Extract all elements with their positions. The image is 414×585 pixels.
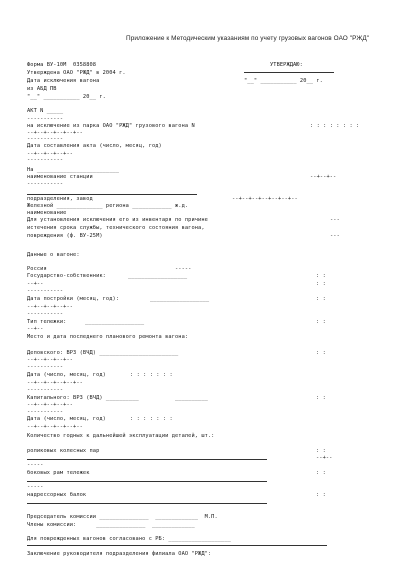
date-dmy-label: Дата (число, месяц, год) [27,416,106,422]
reason-line-3: повреждения (ф. ВУ-25М) [27,233,103,239]
repair-place-label: Место и дата последнего планового ремонта вагона: [27,334,189,340]
members-signature: Члены комиссии: _______________ _____________ [27,522,195,528]
dash-mark: --+-- [27,326,44,332]
conclusion-label: Заключение руководителя подразделения филиала ОАО "РЖД": [27,551,212,557]
road-field: Железной ______________ региона ____________ ж.д. [27,203,189,209]
bogie-frames-label: боковых рам тележек [27,470,90,476]
dash-mark: --- [330,217,340,223]
wheel-pairs-label: роликовых колесных пар [27,448,100,454]
boxes: : : [316,492,326,498]
dash-mark: ----- [27,462,44,468]
dash-row: --+--+--+--+-- [27,357,74,363]
field-line [27,194,197,195]
agreed-line: Для поврежденных вагонов согласовано с РБ: ___________________ [27,536,231,542]
reason-line-1: Для установления исключения его из инвентаря по причине [27,217,208,223]
boxes: : : [316,273,326,279]
act-date-label: Дата составления акта (число, месяц, год) [27,143,162,149]
approve-label: УТВЕРЖДАЮ: [270,62,303,68]
road-name-label: наименование [27,210,67,216]
subdivision-label: подразделения, завод [27,196,93,202]
date-boxes: : : : : : : : [130,416,173,422]
dash-row: --+--+--+--+--+-- [27,380,83,386]
dash-row: ----------- [27,364,64,370]
country-label: Россия [27,266,47,272]
boxes: : : [316,470,326,476]
document-header: Приложение к Методическим указаниям по учету грузовых вагонов ОАО "РЖД" [126,35,370,42]
bolsters-label: надрессорных балок [27,492,87,498]
dash-mark: --+-- [316,455,333,461]
dash-row: --+--+--+--+-- [27,304,74,310]
dash-row: ----------- [27,181,64,187]
dash-row: ----------- [27,387,64,393]
dash-row: --+--+--+--+-- [27,402,74,408]
capital-repair-field: Капитального: ВРЗ (ВЧД) __________ __________ [27,395,208,401]
dash-row: --+--+--+--+--+-- [27,424,83,430]
state-owned-line: __________________ [128,273,188,279]
dash-mark: ----- [175,266,192,272]
field-line [27,459,267,460]
wagon-number-boxes: : : : : : : : : [310,123,360,129]
dash-row: --+--+-- [310,174,337,180]
dash-row: --+--+--+--+-- [27,151,74,157]
depot-repair-field: Деповского: ВРЗ (ВЧД) ________________________ [27,350,179,356]
date-boxes: : : : : : : : [130,372,173,378]
dash-mark: ----- [27,484,44,490]
station-name-label: наименование станции [27,174,93,180]
state-owned-label: Государство-собственник: [27,273,106,279]
dash-mark: --+-- [27,281,44,287]
act-number: АКТ N _____ [27,108,64,114]
dash-row: --+--+--+--+--+--+-- [232,196,298,202]
bogie-type-label: Тип тележки: [27,319,67,325]
dash-row: ----------- [27,136,64,142]
built-date-label: Дата постройки (месяц, год): [27,296,120,302]
parts-count-label: Количество годных к дальнейшей эксплуатации деталей, шт.: [27,433,215,439]
signature-line [244,72,334,73]
dash-row: ----------- [27,311,64,317]
reason-line-2: истечения срока службы, технического состояния вагона, [27,225,205,231]
dash-row: ----------- [27,288,64,294]
wagon-data-title: Данные о вагоне: [27,252,80,258]
dash-row: ----------- [27,157,64,163]
date-dmy-label: Дата (число, месяц, год) [27,372,106,378]
built-date-line: __________________ [150,296,210,302]
asu-label: из АБД ПВ [27,86,57,92]
dash-row: ----------- [27,116,64,122]
form-code: Форма ВУ-10М 0358808 [27,62,97,68]
date-line-left: "__" ___________ 20__ г. [27,94,106,100]
boxes: : : [316,281,326,287]
boxes: : : [316,448,326,454]
field-line [27,503,267,504]
chairman-signature: Председатель комиссии _______________ _____________ М.П. [27,514,218,520]
dash-row: ----------- [27,409,64,415]
field-line [27,545,327,546]
exclusion-title: на исключение из парка ОАО "РЖД" грузового вагона N [27,123,195,129]
boxes: : : [316,319,326,325]
dash-mark: --- [330,233,340,239]
station-field: На _________________________ [27,167,120,173]
date-line-right: "__" ___________ 20__ г. [244,78,323,84]
bogie-type-line: __________________ [85,319,145,325]
boxes: : : [316,296,326,302]
dash-row: --+--+--+--+--+-- [27,130,83,136]
boxes: : : [316,350,326,356]
approved-by: Утверждена ОАО "РЖД" в 2004 г. [27,70,126,76]
boxes: : : [316,395,326,401]
exclusion-date-label: Дата исключения вагона [27,78,100,84]
field-line [27,481,267,482]
